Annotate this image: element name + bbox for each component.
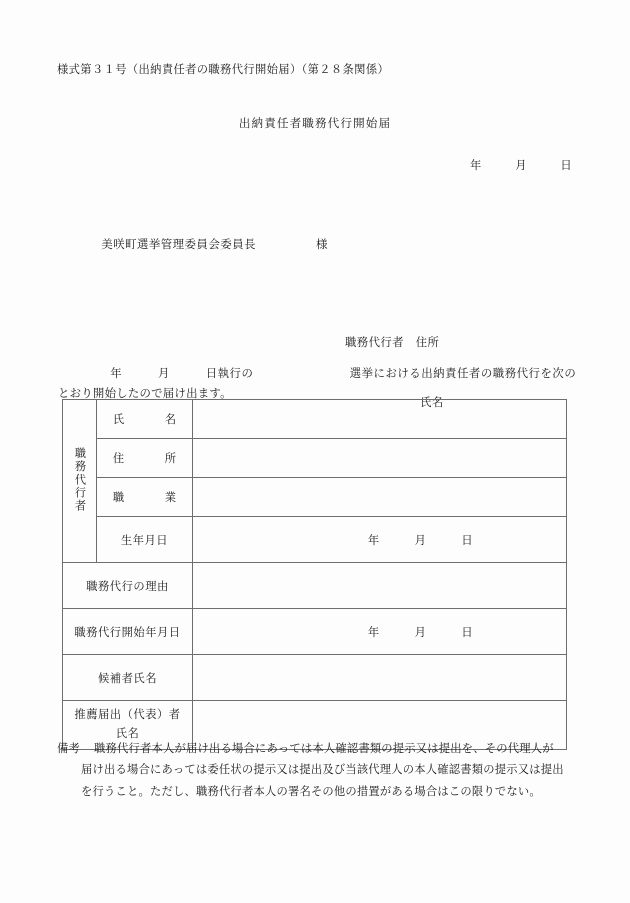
- label-text: 職 業: [112, 491, 183, 504]
- row-value-candidate-name[interactable]: [193, 655, 567, 701]
- agent-role-label: 職務代行者: [345, 334, 404, 349]
- table-row: [63, 655, 567, 701]
- row-value-start-date[interactable]: [193, 609, 567, 655]
- submission-date-line: 年 月 日: [470, 159, 572, 172]
- table-row: [63, 400, 567, 439]
- table-row: [63, 563, 567, 609]
- form-number-heading: 様式第３１号（出納責任者の職務代行開始届）（第２８条関係）: [57, 63, 390, 76]
- document-title: 出納責任者職務代行開始届: [238, 116, 392, 130]
- label-text: 候補者氏名: [98, 671, 157, 685]
- row-value-reason[interactable]: [193, 563, 567, 609]
- remarks-line-1: 職務代行者本人が届け出る場合にあっては本人確認書類の提示又は提出を、その代理人が: [94, 742, 554, 755]
- addressee-line: [85, 227, 328, 262]
- label-text-line2: 氏名: [115, 727, 140, 740]
- addressee-honorific: 様: [315, 236, 328, 251]
- label-text: 住 所: [112, 452, 183, 465]
- table-row: [63, 478, 567, 517]
- agent-address-label: 住所: [415, 334, 440, 349]
- body-date-prefix: 年 月 日執行の: [110, 366, 254, 380]
- row-value-address[interactable]: [193, 439, 567, 478]
- table-row: [63, 609, 567, 655]
- table-row: [63, 439, 567, 478]
- agent-address-row: [345, 333, 444, 353]
- label-text: 氏 名: [112, 413, 183, 426]
- label-text: 職務代行開始年月日: [74, 625, 181, 639]
- row-label-birthdate: [97, 517, 193, 563]
- label-text: 生年月日: [120, 533, 169, 547]
- start-date-placeholder: 年 月 日: [367, 625, 474, 639]
- body-election-text: 選挙における出納責任者の職務代行を次のとおり開: [58, 366, 576, 400]
- body-closing-text: 始したので届け出ます。: [104, 385, 232, 400]
- row-value-occupation[interactable]: [193, 478, 567, 517]
- group-header-agent: [63, 400, 97, 563]
- row-label-candidate-name: [63, 655, 193, 701]
- application-table: [62, 399, 567, 750]
- row-label-name: [97, 400, 193, 439]
- remarks-note: [57, 738, 579, 802]
- group-header-label: 職務代行者: [73, 446, 87, 513]
- row-value-birthdate[interactable]: [193, 517, 567, 563]
- row-value-name[interactable]: [193, 400, 567, 439]
- agent-name-label: 氏名: [420, 394, 444, 409]
- remarks-line-2: 届け出る場合にあっては委任状の提示又は提出及び当該代理人の本人確認書類の提示又は提出: [81, 763, 564, 777]
- body-paragraph: [58, 364, 576, 404]
- row-label-reason: [63, 563, 193, 609]
- row-label-start-date: [63, 609, 193, 655]
- remarks-label: 備考: [57, 742, 80, 755]
- row-label-address: [97, 439, 193, 478]
- remarks-line-3: を行うこと。ただし、職務代行者本人の署名その他の措置がある場合はこの限りでない。: [81, 784, 541, 798]
- birthdate-placeholder: 年 月 日: [367, 533, 474, 547]
- row-label-occupation: [97, 478, 193, 517]
- label-text: 職務代行の理由: [86, 579, 169, 593]
- table-row: [63, 517, 567, 563]
- addressee-name: 美咲町選挙管理委員会委員長: [101, 236, 256, 251]
- label-text-line1: 推薦届出（代表）者: [74, 708, 181, 722]
